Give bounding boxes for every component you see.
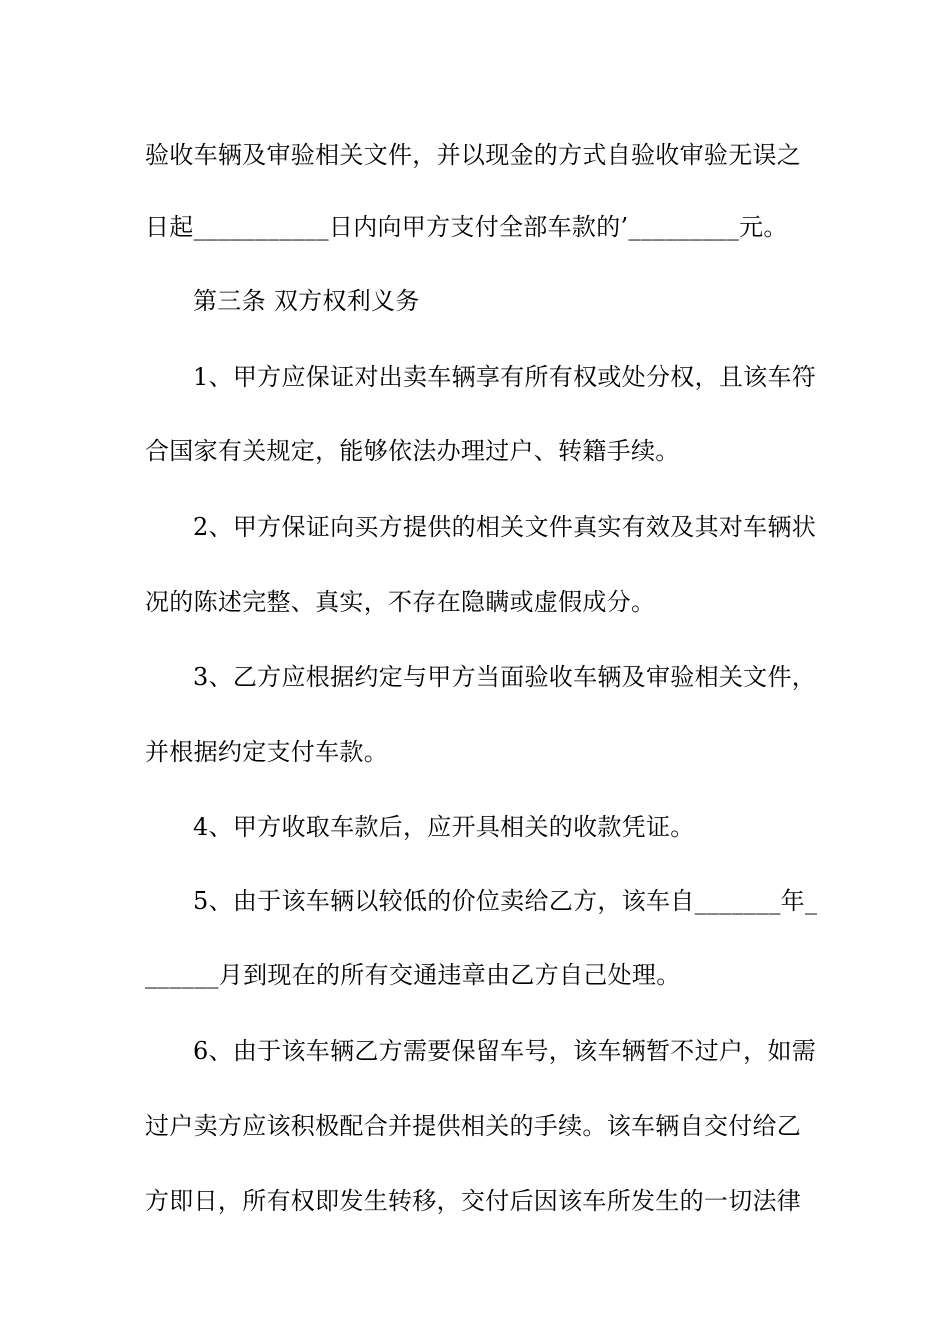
section-heading: 第三条 双方权利义务 bbox=[193, 287, 420, 315]
text-line: 1、甲方应保证对出卖车辆享有所有权或处分权，且该车符 bbox=[193, 363, 817, 391]
text-line: 并根据约定支付车款。 bbox=[145, 738, 388, 766]
text-line: 况的陈述完整、真实，不存在隐瞒或虚假成分。 bbox=[145, 588, 656, 616]
text-line: 日起___________日内向甲方支付全部车款的’_________元。 bbox=[145, 213, 788, 241]
text-line: 方即日，所有权即发生转移，交付后因该车所发生的一切法律 bbox=[145, 1187, 802, 1215]
text-line: 过户卖方应该积极配合并提供相关的手续。该车辆自交付给乙 bbox=[145, 1112, 802, 1140]
text-line: ______月到现在的所有交通违章由乙方自己处理。 bbox=[145, 961, 681, 989]
text-line: 验收车辆及审验相关文件，并以现金的方式自验收审验无误之 bbox=[145, 141, 802, 169]
text-line: 3、乙方应根据约定与甲方当面验收车辆及审验相关文件， bbox=[193, 663, 817, 691]
text-line: 4、甲方收取车款后，应开具相关的收款凭证。 bbox=[193, 813, 695, 841]
text-line: 2、甲方保证向买方提供的相关文件真实有效及其对车辆状 bbox=[193, 513, 817, 541]
text-line: 合国家有关规定，能够依法办理过户、转籍手续。 bbox=[145, 437, 680, 465]
text-line: 5、由于该车辆以较低的价位卖给乙方，该车自_______年_ bbox=[193, 887, 818, 915]
text-line: 6、由于该车辆乙方需要保留车号，该车辆暂不过户，如需 bbox=[193, 1037, 817, 1065]
